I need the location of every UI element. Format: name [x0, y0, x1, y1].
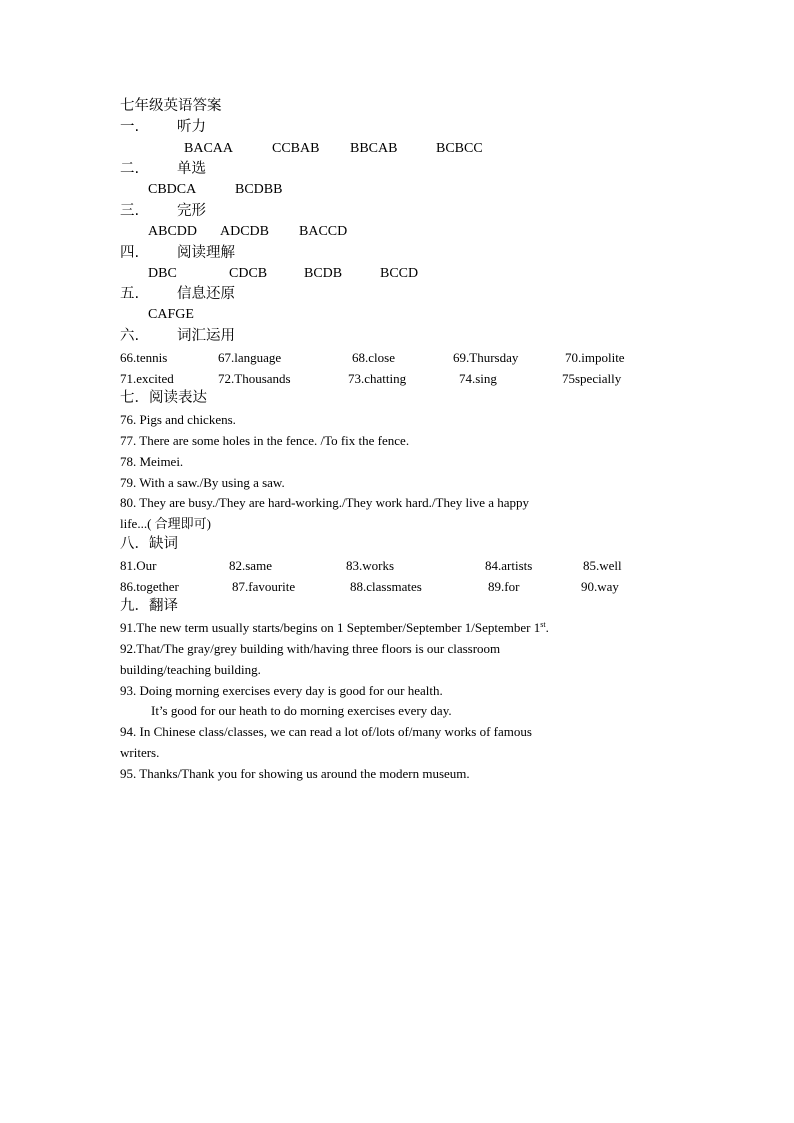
answer-group: CAFGE	[148, 307, 194, 322]
section-missing-words-heading: 八．缺词	[120, 536, 178, 552]
section-translation-heading: 九．翻译	[120, 598, 178, 614]
section-number: 三.	[120, 203, 140, 219]
answer-95: 95. Thanks/Thank you for showing us around the modern museum.	[120, 766, 470, 781]
section-number: 二.	[120, 161, 140, 177]
answer-91-text: 91.The new term usually starts/begins on 1 September/September 1/September 1	[120, 620, 541, 635]
missing-word-answer: 82.same	[229, 558, 272, 573]
vocab-answer: 67.language	[218, 350, 282, 365]
vocabulary-row	[0, 370, 794, 388]
answer-93-line1: 93. Doing morning exercises every day is good for our health.	[120, 683, 443, 698]
section-name: 词汇运用	[177, 328, 235, 344]
vocab-answer: 75specially	[562, 371, 622, 386]
info-restore-answers	[0, 306, 794, 324]
answer-80-line2: life...( 合理即可)	[120, 516, 211, 531]
section-name: 完形	[177, 203, 206, 219]
missing-word-answer: 83.works	[346, 558, 395, 573]
section-reading-expression-heading: 七．阅读表达	[120, 390, 207, 406]
missing-word-answer: 89.for	[488, 579, 520, 594]
section-number: 一.	[120, 119, 140, 135]
vocab-answer: 68.close	[352, 350, 395, 365]
listening-answers	[0, 140, 794, 158]
answer-92-line1: 92.That/The gray/grey building with/having three floors is our classroom	[120, 641, 501, 656]
section-number: 六.	[120, 328, 140, 344]
vocab-answer: 69.Thursday	[453, 350, 519, 365]
answer-group: DBC	[148, 266, 177, 281]
section-number: 五.	[120, 286, 140, 302]
answer-group: BCDB	[304, 266, 343, 281]
section-listening-heading	[120, 118, 206, 136]
missing-word-answer: 86.together	[120, 579, 179, 594]
section-name: 信息还原	[177, 286, 235, 302]
answer-78: 78. Meimei.	[120, 454, 184, 469]
missing-word-answer: 84.artists	[485, 558, 533, 573]
missing-word-answer: 88.classmates	[350, 579, 422, 594]
ordinal-suffix: st	[540, 620, 546, 629]
single-choice-answers	[0, 181, 794, 199]
answer-91	[120, 619, 549, 637]
answer-94-line1: 94. In Chinese class/classes, we can read a lot of/lots of/many works of famous	[120, 724, 532, 739]
vocabulary-row	[0, 349, 794, 367]
answer-group: BBCAB	[350, 141, 398, 156]
vocab-answer: 74.sing	[459, 371, 497, 386]
answer-91-end: .	[545, 620, 549, 635]
vocab-answer: 73.chatting	[348, 371, 407, 386]
missing-word-answer: 87.favourite	[232, 579, 296, 594]
answer-76: 76. Pigs and chickens.	[120, 412, 236, 427]
answer-group: CDCB	[229, 266, 268, 281]
reading-answers	[0, 265, 794, 283]
answer-group: CCBAB	[272, 141, 320, 156]
section-single-choice-heading	[120, 160, 206, 178]
vocab-answer: 71.excited	[120, 371, 174, 386]
answer-92-line2: building/teaching building.	[120, 662, 261, 677]
answer-93-line2: It’s good for our heath to do morning exercises every day.	[151, 703, 452, 718]
answer-group: BCBCC	[436, 141, 483, 156]
answer-group: BCCD	[380, 266, 419, 281]
answer-group: BACAA	[184, 141, 234, 156]
answer-94-line2: writers.	[120, 745, 160, 760]
section-reading-heading	[120, 244, 235, 262]
page-title: 七年级英语答案	[120, 98, 222, 114]
section-name: 阅读理解	[177, 245, 235, 261]
answer-80-line1: 80. They are busy./They are hard-working./They work hard./They live a happy	[120, 495, 530, 510]
section-number: 四.	[120, 245, 140, 261]
answer-77: 77. There are some holes in the fence. /To fix the fence.	[120, 433, 410, 448]
answer-group: ABCDD	[148, 224, 198, 239]
missing-word-answer: 85.well	[583, 558, 622, 573]
answer-group: BCDBB	[235, 182, 283, 197]
cloze-answers	[0, 223, 794, 241]
section-info-restore-heading	[120, 285, 235, 303]
missing-word-answer: 81.Our	[120, 558, 157, 573]
missing-words-row	[0, 578, 794, 596]
section-name: 听力	[177, 119, 206, 135]
vocab-answer: 70.impolite	[565, 350, 625, 365]
answer-group: BACCD	[299, 224, 348, 239]
section-vocabulary-heading	[120, 327, 235, 345]
answer-79: 79. With a saw./By using a saw.	[120, 475, 285, 490]
vocab-answer: 66.tennis	[120, 350, 168, 365]
answer-group: ADCDB	[220, 224, 270, 239]
answer-group: CBDCA	[148, 182, 197, 197]
section-name: 单选	[177, 161, 206, 177]
section-cloze-heading	[120, 202, 206, 220]
missing-word-answer: 90.way	[581, 579, 619, 594]
vocab-answer: 72.Thousands	[218, 371, 291, 386]
missing-words-row	[0, 557, 794, 575]
